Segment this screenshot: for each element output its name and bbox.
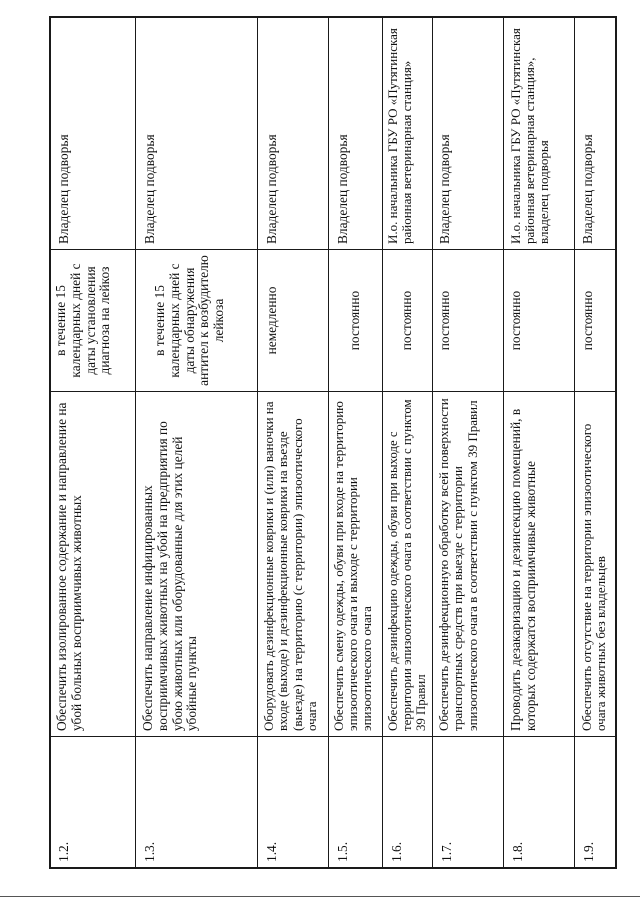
table-row <box>384 392 432 736</box>
table-row <box>505 250 574 391</box>
table-row <box>576 737 615 867</box>
row-number: 1.5. <box>335 841 350 862</box>
table-row <box>434 17 503 249</box>
row-number: 1.4. <box>264 841 279 862</box>
table-row <box>330 250 382 391</box>
table-row <box>384 737 432 867</box>
row-number: 1.3. <box>142 841 157 862</box>
table-row <box>51 737 135 867</box>
table-row <box>51 17 135 249</box>
measure-text: Обеспечить изолированное содержание и направление на убой больных восприимчивых животных <box>54 402 84 731</box>
table-row <box>576 250 615 391</box>
table-row <box>576 392 615 736</box>
responsible-text: Владелец подворья <box>142 134 157 244</box>
measure-text: Обеспечить отсутствие на территории эпизоотического очага животных без владельцев <box>579 423 609 731</box>
table-row <box>330 737 382 867</box>
table-row <box>137 17 257 249</box>
table-row <box>384 17 432 249</box>
term-text: постоянно <box>580 290 595 351</box>
term-text: постоянно <box>437 290 452 351</box>
measure-text: Обеспечить направление инфицированных восприимчивых животных на убой на предприятия по убою животных или оборудованные для этих целей убойные пункты <box>140 421 200 731</box>
responsible-text: Владелец подворья <box>437 134 452 244</box>
table-row <box>137 392 257 736</box>
table-row <box>137 737 257 867</box>
page-edge <box>0 896 640 897</box>
row-number: 1.2. <box>56 841 71 862</box>
table-row <box>259 17 328 249</box>
table-row <box>505 17 574 249</box>
term-text: постоянно <box>508 290 523 351</box>
term-text: постоянно <box>399 290 414 351</box>
responsible-text: И.о. начальника ГБУ РО «Путятинская районная ветеринарная станция», владелец подворья <box>508 28 552 244</box>
table-row <box>384 250 432 391</box>
table-row <box>434 737 503 867</box>
term-text: немедленно <box>264 286 279 355</box>
table-row <box>576 17 615 249</box>
measure-text: Оборудовать дезинфекционные коврики и (или) ваночки на входе (выходе) и дезинфекционные коврики на въезде (выезде) на территорию (с территории) эпизоотического очага <box>261 401 320 731</box>
measure-text: Проводить дезакаризацию и дезинсекцию помещений, в которых содержатся восприимчивые животные <box>508 408 538 731</box>
table-row <box>434 250 503 391</box>
term-text: в течение 15 календарных дней с даты установления диагноза на лейкоз <box>53 263 113 378</box>
row-number: 1.8. <box>510 841 525 862</box>
responsible-text: Владелец подворья <box>56 134 71 244</box>
table-row <box>51 250 135 391</box>
measure-text: Обеспечить дезинфекционную обработку всей поверхности транспортных средств при выезде с территории эпизоотического очага в соответствии с пунктом 39 Правил <box>436 398 480 731</box>
table-rule <box>49 867 617 869</box>
responsible-text: Владелец подворья <box>335 134 350 244</box>
table-row <box>259 250 328 391</box>
responsible-text: Владелец подворья <box>264 134 279 244</box>
table-row <box>330 392 382 736</box>
row-number: 1.6. <box>389 841 404 862</box>
table-row <box>259 392 328 736</box>
responsible-text: Владелец подворья <box>580 134 595 244</box>
table-rule <box>615 16 617 868</box>
table-row <box>505 737 574 867</box>
table-row <box>330 17 382 249</box>
term-text: постоянно <box>347 290 362 351</box>
table-row <box>51 392 135 736</box>
row-number: 1.9. <box>581 841 596 862</box>
term-text: в течение 15 календарных дней с даты обнаружения антител к возбудителю лейкоза <box>152 255 227 386</box>
row-number: 1.7. <box>439 841 454 862</box>
measure-text: Обеспечить смену одежды, обуви при входе на территорию эпизоотического очага и выходе с территории эпизоотического очага <box>331 401 375 731</box>
table-row <box>434 392 503 736</box>
table-row <box>259 737 328 867</box>
table-row <box>505 392 574 736</box>
table-row <box>137 250 257 391</box>
measure-text: Обеспечить дезинфекцию одежды, обуви при выходе с территории эпизоотического очага в соответствии с пунктом 39 Правил <box>386 399 428 731</box>
responsible-text: И.о. начальника ГБУ РО «Путятинская районная ветеринарная станция» <box>385 28 414 244</box>
